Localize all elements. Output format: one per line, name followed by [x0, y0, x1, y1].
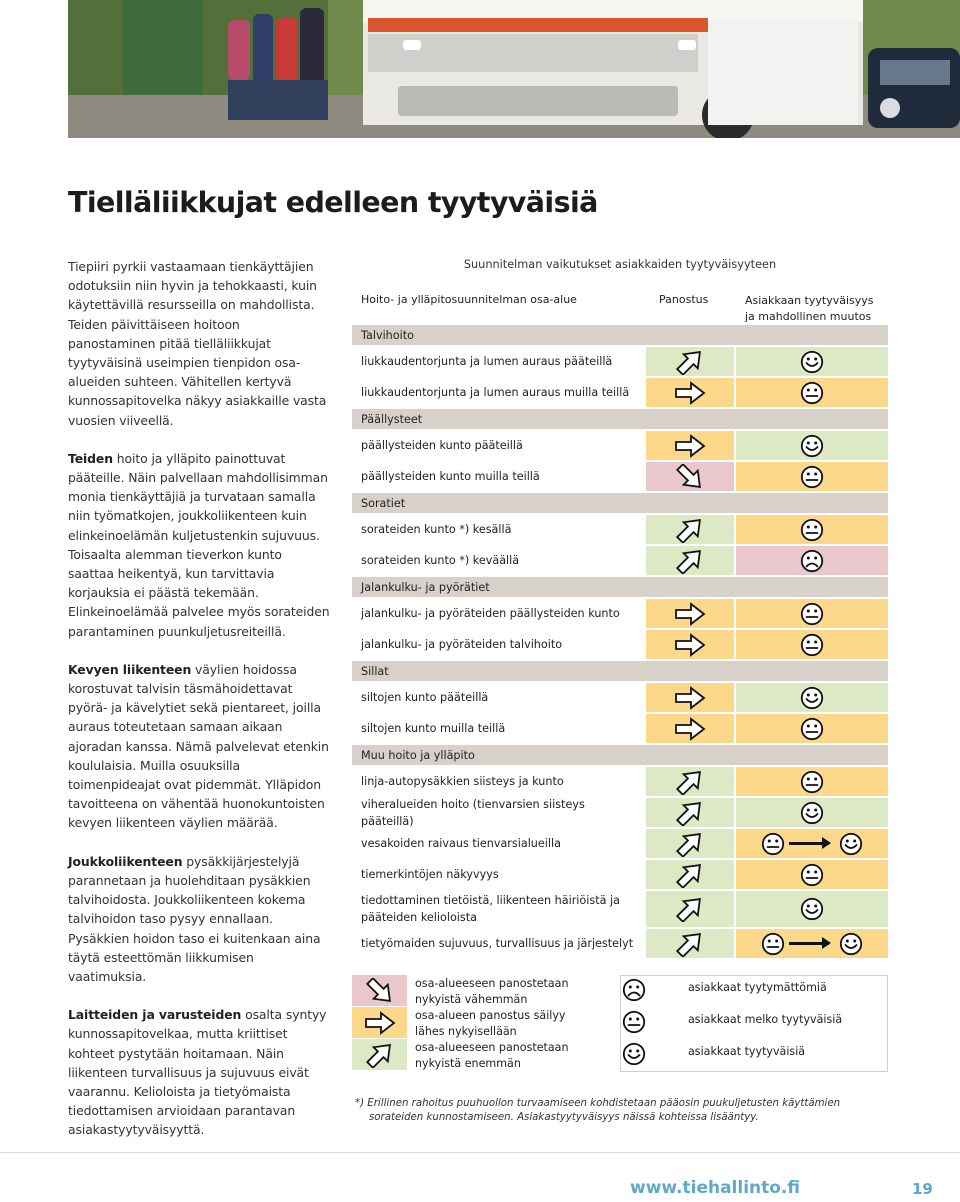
- satisfaction-cell: [736, 683, 888, 712]
- satisfaction-cell: [736, 630, 888, 659]
- section-label: Sillat: [352, 661, 888, 681]
- table-row: [352, 860, 888, 889]
- table-caption: Suunnitelman vaikutukset asiakkaiden tyytyväisyyteen: [463, 258, 777, 271]
- satisfaction-cell: [736, 515, 888, 544]
- face-neutral-icon: [800, 633, 824, 657]
- face-sad-icon: [800, 549, 824, 573]
- row-label: siltojen kunto muilla teillä: [361, 722, 506, 735]
- row-label: liukkaudentorjunta ja lumen auraus pääteillä: [361, 355, 613, 368]
- table-row: [352, 683, 888, 712]
- page-number: 19: [912, 1180, 933, 1198]
- header-satisfaction: Asiakkaan tyytyväisyys ja mahdollinen muutos: [745, 294, 874, 323]
- paragraph-intro: Tiepiiri pyrkii vastaamaan tienkäyttäjien odotuksiin niin hyvin ja tehokkaasti, kuin käytettävillä resursseilla on mahdollista. Teiden päivittäiseen hoitoon panostaminen pitää tielläliikkujat tyytyväisinä useimpien tienpidon osa-alueiden suhteen. Vähitellen kertyvä kunnossapitovelka näkyy asiakkaille vasta vuosien viiveellä.: [68, 259, 327, 428]
- satisfaction-cell: [736, 347, 888, 376]
- satisfaction-cell: [736, 767, 888, 796]
- paragraph-public-transport: Joukkoliikenteen pysäkkijärjestelyjä parannetaan ja huolehditaan pysäkkien talvihoidosta. Joukkoliikenteen kokema talvihoidon taso pysyy ennallaan. Pysäkkien hoidon taso ei kuitenkaan aina täytä esteettömän liikkumisen vaatimuksia.: [68, 853, 321, 984]
- satisfaction-table: [352, 287, 888, 960]
- face-happy-icon: [800, 434, 824, 458]
- satisfaction-cell: [736, 891, 888, 927]
- article-body: [68, 257, 330, 1159]
- legend-arrow-less: [352, 975, 407, 1006]
- section-label: Muu hoito ja ylläpito: [352, 745, 888, 765]
- table-row: [352, 891, 888, 927]
- table-row: [352, 378, 888, 407]
- table-section: [352, 325, 888, 345]
- row-label: liukkaudentorjunta ja lumen auraus muilla teillä: [361, 386, 630, 399]
- table-row: [352, 599, 888, 628]
- satisfaction-cell: [736, 378, 888, 407]
- face-happy-icon: [839, 832, 863, 856]
- footnote: *) Erillinen rahoitus puuhuollon turvaamiseen kohdistetaan pääosin puukuljetusten käyttämien sorateiden kunnostamiseen. Asiakastyytyväisyys näissä kohteissa lisääntyy.: [355, 1098, 841, 1123]
- table-row: [352, 546, 888, 575]
- satisfaction-cell: [736, 714, 888, 743]
- row-label: viheralueiden hoito (tienvarsien siisteys pääteillä): [361, 797, 585, 828]
- row-label: sorateiden kunto *) kesällä: [361, 523, 512, 536]
- legend-sad-text: asiakkaat tyytymättömiä: [688, 981, 827, 994]
- row-label: jalankulku- ja pyöräteiden päällysteiden kunto: [361, 607, 620, 620]
- table-body: [352, 325, 888, 958]
- legend-row-same: [352, 1007, 888, 1039]
- legend-face-happy: [622, 1042, 646, 1066]
- section-label: Jalankulku- ja pyörätiet: [352, 577, 888, 597]
- table-row: [352, 798, 888, 827]
- footer-link[interactable]: www.tiehallinto.fi: [630, 1178, 800, 1198]
- hero-photo: [68, 0, 960, 138]
- table-row: [352, 431, 888, 460]
- satisfaction-cell: [736, 431, 888, 460]
- table-section: [352, 577, 888, 597]
- table-row: [352, 347, 888, 376]
- face-neutral-icon: [761, 832, 785, 856]
- face-neutral-icon: [800, 717, 824, 741]
- effort-more-icon: [646, 347, 734, 376]
- footer-divider: [0, 1152, 960, 1153]
- effort-same-icon: [646, 683, 734, 712]
- header-area: Hoito- ja ylläpitosuunnitelman osa-alue: [361, 293, 577, 306]
- effort-more-icon: [646, 546, 734, 575]
- table-row: [352, 767, 888, 796]
- legend: [352, 975, 888, 1072]
- table-section: [352, 745, 888, 765]
- page-title: Tielläliikkujat edelleen tyytyväisiä: [68, 186, 598, 219]
- table-row: [352, 929, 888, 958]
- effort-more-icon: [646, 929, 734, 958]
- row-label: tiemerkintöjen näkyvyys: [361, 868, 499, 881]
- header-effort: Panostus: [659, 293, 709, 306]
- row-label: tiedottaminen tietöistä, liikenteen häiriöistä ja pääteiden kelioloista: [361, 894, 620, 924]
- paragraph-equipment: Laitteiden ja varusteiden osalta syntyy kunnossapitovelkaa, mutta kriittiset kohteet pystytään hoitamaan. Näin liikenteen turvallisuus ja sujuvuus eivät vaarannu. Kelioloista ja tietyömaista tiedottamisen arvioidaan parantavan asiakastyytyväisyyttä.: [68, 1007, 327, 1138]
- face-neutral-icon: [800, 602, 824, 626]
- change-arrow-icon: [789, 842, 829, 845]
- effort-less-icon: [646, 462, 734, 491]
- effort-same-icon: [646, 630, 734, 659]
- row-label: päällysteiden kunto muilla teillä: [361, 470, 540, 483]
- face-happy-icon: [800, 686, 824, 710]
- face-happy-icon: [800, 801, 824, 825]
- satisfaction-cell: [736, 929, 888, 958]
- face-neutral-icon: [800, 770, 824, 794]
- effort-more-icon: [646, 860, 734, 889]
- row-label: siltojen kunto pääteillä: [361, 691, 489, 704]
- legend-less-text: osa-alueeseen panostetaan nykyistä vähemmän: [415, 977, 569, 1006]
- section-label: Päällysteet: [352, 409, 888, 429]
- change-arrow-icon: [789, 942, 829, 945]
- row-label: päällysteiden kunto pääteillä: [361, 439, 523, 452]
- face-neutral-icon: [800, 381, 824, 405]
- satisfaction-cell: [736, 599, 888, 628]
- row-label: linja-autopysäkkien siisteys ja kunto: [361, 775, 564, 788]
- face-neutral-icon: [800, 465, 824, 489]
- section-label: Soratiet: [352, 493, 888, 513]
- row-label: vesakoiden raivaus tienvarsialueilla: [361, 837, 561, 850]
- legend-same-text: osa-alueen panostus säilyy lähes nykyisellään: [415, 1009, 566, 1038]
- legend-row-more: [352, 1039, 888, 1071]
- face-happy-icon: [800, 350, 824, 374]
- effort-more-icon: [646, 829, 734, 858]
- satisfaction-cell: [736, 829, 888, 858]
- face-neutral-icon: [800, 863, 824, 887]
- table-row: [352, 515, 888, 544]
- legend-happy-text: asiakkaat tyytyväisiä: [688, 1045, 806, 1058]
- satisfaction-cell: [736, 798, 888, 827]
- legend-row-less: [352, 975, 888, 1007]
- satisfaction-cell: [736, 462, 888, 491]
- face-neutral-icon: [800, 518, 824, 542]
- table-section: [352, 493, 888, 513]
- face-neutral-icon: [761, 932, 785, 956]
- table-row: [352, 829, 888, 858]
- effort-same-icon: [646, 431, 734, 460]
- row-label: jalankulku- ja pyöräteiden talvihoito: [361, 638, 563, 651]
- effort-more-icon: [646, 798, 734, 827]
- table-section: [352, 409, 888, 429]
- satisfaction-cell: [736, 860, 888, 889]
- effort-more-icon: [646, 767, 734, 796]
- legend-face-sad: [622, 978, 646, 1002]
- legend-arrow-more: [352, 1039, 407, 1070]
- legend-more-text: osa-alueeseen panostetaan nykyistä enemmän: [415, 1041, 569, 1070]
- paragraph-roads: Teiden hoito ja ylläpito painottuvat pääteille. Näin palvellaan mahdollisimman monia tienkäyttäjiä ja turvataan samalla niin työmatkojen, joukkoliikenteen kuin elinkeinoelämän kuljetustenkin sujuvuus. Toisaalta alemman tieverkon kunto saattaa heikentyä, kun tarvittavia korjauksia ei päästä tekemään. Elinkeinoelämää palvelee myös sorateiden parantaminen puunkuljetusreiteillä.: [68, 450, 330, 639]
- table-row: [352, 630, 888, 659]
- effort-same-icon: [646, 714, 734, 743]
- table-section: [352, 661, 888, 681]
- effort-more-icon: [646, 515, 734, 544]
- legend-face-neutral: [622, 1010, 646, 1034]
- legend-arrow-same: [352, 1007, 407, 1038]
- effort-same-icon: [646, 378, 734, 407]
- row-label: sorateiden kunto *) keväällä: [361, 554, 520, 567]
- face-happy-icon: [839, 932, 863, 956]
- row-label: tietyömaiden sujuvuus, turvallisuus ja järjestelyt: [361, 937, 634, 950]
- paragraph-light-traffic: Kevyen liikenteen väylien hoidossa korostuvat talvisin täsmähoidettavat pyörä- ja kävelytiet sekä pientareet, joilla auraus toteutetaan samaan aikaan ajoradan kanssa. Nämä palvelevat etenkin koululaisia. Muilla osuuksilla toimenpideajat ovat pidemmät. Ylläpidon tavoitteena on vähentää huonokuntoisten kevyen liikenteen väylien määrää.: [68, 661, 329, 831]
- table-row: [352, 462, 888, 491]
- effort-more-icon: [646, 891, 734, 927]
- effort-same-icon: [646, 599, 734, 628]
- section-label: Talvihoito: [352, 325, 888, 345]
- satisfaction-cell: [736, 546, 888, 575]
- legend-neutral-text: asiakkaat melko tyytyväisiä: [688, 1013, 843, 1026]
- face-happy-icon: [800, 897, 824, 921]
- table-row: [352, 714, 888, 743]
- table-header: [352, 287, 888, 325]
